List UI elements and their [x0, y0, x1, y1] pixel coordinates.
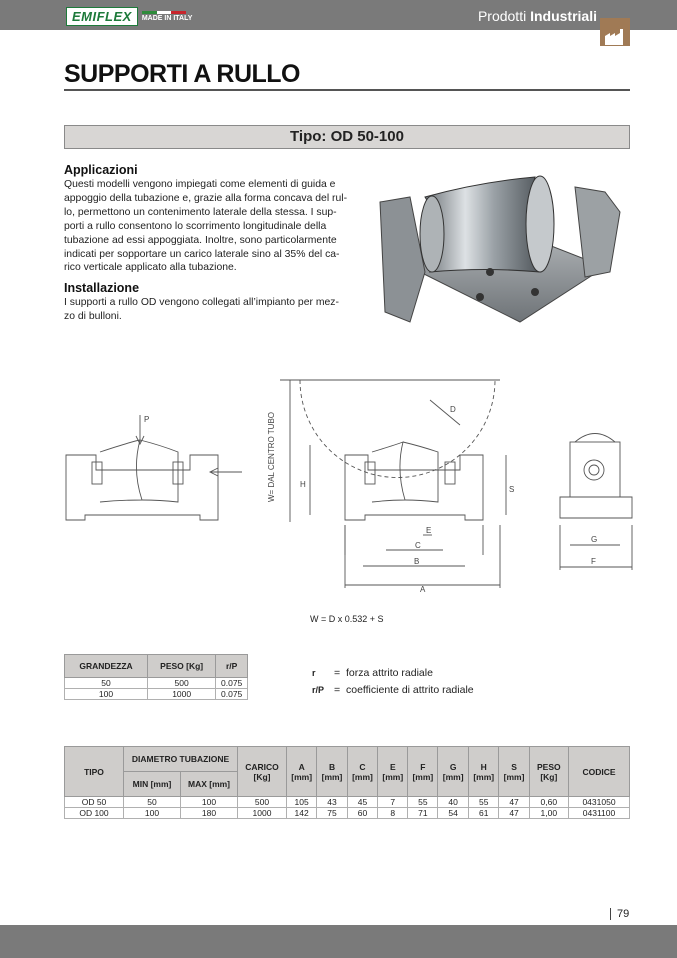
th-s: S [mm] [499, 747, 529, 797]
legend-item [312, 667, 433, 679]
spec-table [64, 746, 630, 819]
label-d: D [450, 405, 456, 414]
label-c: C [415, 541, 421, 550]
section-title [478, 8, 597, 24]
th-b: B [mm] [317, 747, 347, 797]
table-row [65, 689, 248, 700]
cell: 7 [378, 797, 408, 808]
cell: 100 [124, 808, 181, 819]
label-p: P [144, 415, 150, 424]
th-g: G [mm] [438, 747, 469, 797]
applications-heading: Applicazioni [64, 163, 138, 177]
th-h: H [mm] [469, 747, 499, 797]
cell: 40 [438, 797, 469, 808]
th-carico: CARICO [Kg] [238, 747, 287, 797]
label-b: B [414, 557, 420, 566]
legend-key: r [312, 668, 316, 678]
legend-text: coefficiente di attrito radiale [345, 684, 474, 696]
table-row [65, 678, 248, 689]
italy-flag-icon [142, 11, 193, 22]
label-f: F [591, 557, 596, 566]
th-min: MIN [mm] [124, 772, 181, 797]
cell: OD 50 [65, 797, 124, 808]
cell: 142 [287, 808, 317, 819]
applications-text [64, 178, 349, 275]
cell: 8 [378, 808, 408, 819]
type-bar: Tipo: OD 50-100 [64, 125, 630, 149]
cell: OD 100 [65, 808, 124, 819]
cell: 0,60 [529, 797, 568, 808]
cell: 0.075 [216, 678, 248, 689]
th-tipo: TIPO [65, 747, 124, 797]
text-line: rico verticale applicato alla tubazione. [64, 262, 237, 274]
cell: 45 [347, 797, 377, 808]
cell: 75 [317, 808, 347, 819]
cell: 61 [469, 808, 499, 819]
legend-key: r/P [312, 685, 325, 695]
text-line: I supporti a rullo OD vengono collegati all’impianto per mez- [64, 297, 339, 308]
footer-bar [0, 925, 677, 958]
cell: 1,00 [529, 808, 568, 819]
cell: 100 [181, 797, 238, 808]
label-a: A [420, 585, 426, 594]
text-line: zo di bulloni. [64, 310, 122, 322]
th-diametro: DIAMETRO TUBAZIONE [124, 747, 238, 772]
made-in-italy: MADE IN ITALY [141, 14, 193, 22]
th-c: C [mm] [347, 747, 377, 797]
cell: 1000 [148, 689, 216, 700]
text-line: porti a rullo consentono lo scorrimento longitudinale della [64, 220, 327, 232]
w-formula: W = D x 0.532 + S [310, 614, 384, 624]
product-photo [370, 152, 630, 332]
label-s: S [509, 485, 515, 494]
table-row [65, 808, 630, 819]
text-line: Questi modelli vengono impiegati come elementi di guida e [64, 179, 336, 190]
cell: 105 [287, 797, 317, 808]
cell: 71 [408, 808, 438, 819]
label-h: H [300, 480, 306, 489]
th-peso: PESO [Kg] [148, 655, 216, 678]
cell: 55 [408, 797, 438, 808]
cell: 50 [124, 797, 181, 808]
th-codice: CODICE [569, 747, 630, 797]
text-line: indicati per sopportare un carico laterale sino al 35% del ca- [64, 248, 340, 260]
section-light: Prodotti [477, 8, 527, 24]
technical-drawing [60, 370, 635, 600]
th-a: A [mm] [287, 747, 317, 797]
th-rp: r/P [216, 655, 248, 678]
text-line: tubazione ad essi appoggiata. Inoltre, sono particolarmente [64, 234, 337, 246]
page-number: 79 [610, 908, 629, 920]
th-f: F [mm] [408, 747, 438, 797]
label-g: G [591, 535, 598, 544]
cell: 1000 [238, 808, 287, 819]
cell: 180 [181, 808, 238, 819]
cell: 50 [65, 678, 148, 689]
cell: 60 [347, 808, 377, 819]
cell: 0431100 [569, 808, 630, 819]
legend-eq: = [334, 684, 341, 696]
section-bold: Industriali [530, 8, 597, 24]
cell: 0431050 [569, 797, 630, 808]
title-divider [64, 89, 630, 91]
th-peso: PESO [Kg] [529, 747, 568, 797]
cell: 500 [148, 678, 216, 689]
size-table [64, 654, 248, 700]
cell: 47 [499, 797, 529, 808]
cell: 100 [65, 689, 148, 700]
th-max: MAX [mm] [181, 772, 238, 797]
cell: 43 [317, 797, 347, 808]
header-bar [0, 0, 677, 30]
th-grandezza: GRANDEZZA [65, 655, 148, 678]
cell: 0.075 [216, 689, 248, 700]
installation-heading: Installazione [64, 281, 140, 295]
legend-eq: = [334, 667, 341, 679]
brand-name: EMIFLEX [66, 7, 138, 26]
page-title: SUPPORTI A RULLO [64, 60, 300, 88]
legend-item [312, 684, 474, 696]
table-row [65, 797, 630, 808]
cell: 54 [438, 808, 469, 819]
brand-logo [66, 6, 192, 26]
cell: 500 [238, 797, 287, 808]
label-e: E [426, 526, 432, 535]
text-line: lo, permettono un contenimento laterale della stessa. I sup- [64, 206, 337, 218]
cell: 55 [469, 797, 499, 808]
cell: 47 [499, 808, 529, 819]
text-line: appoggio della tubazione e, grazie alla forma concava del rul- [64, 192, 348, 204]
installation-text [64, 296, 349, 324]
legend-text: forza attrito radiale [345, 667, 433, 679]
label-w: W= DAL CENTRO TUBO [267, 411, 276, 502]
factory-icon [600, 18, 630, 46]
th-e: E [mm] [378, 747, 408, 797]
